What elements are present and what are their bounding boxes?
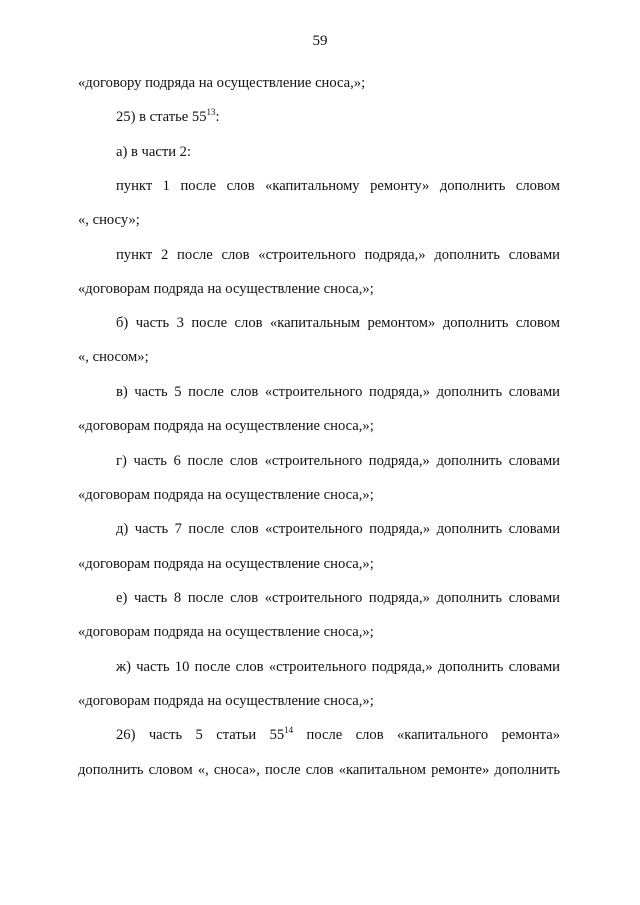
- text-line: пункт 1 после слов «капитальному ремонту» дополнить словом: [116, 178, 560, 194]
- text-line: г) часть 6 после слов «строительного подряда,» дополнить словами: [116, 453, 560, 469]
- subitem-a-heading: а) в части 2:: [116, 144, 192, 160]
- text-line: «, сносу»;: [78, 212, 140, 228]
- text-line: «договорам подряда на осуществление сноса,»;: [78, 487, 374, 503]
- text-line: в) часть 5 после слов «строительного подряда,» дополнить словами: [116, 384, 560, 400]
- text-line: д) часть 7 после слов «строительного подряда,» дополнить словами: [116, 521, 560, 537]
- superscript: 14: [284, 725, 294, 735]
- text-line: «договорам подряда на осуществление сноса,»;: [78, 281, 374, 297]
- text-line: «договорам подряда на осуществление сноса,»;: [78, 693, 374, 709]
- text-line: б) часть 3 после слов «капитальным ремонтом» дополнить словом: [116, 315, 560, 331]
- superscript: 13: [206, 107, 216, 117]
- item-26-heading: 26) часть 5 статьи $55^{14}$ после слов «капитального ремонта»: [116, 725, 560, 743]
- text-line: пункт 2 после слов «строительного подряда,» дополнить словами: [116, 247, 560, 263]
- text-line: «договорам подряда на осуществление сноса,»;: [78, 556, 374, 572]
- page-number: 59: [312, 33, 328, 49]
- text-line: «, сносом»;: [78, 349, 149, 365]
- text-line: ж) часть 10 после слов «строительного подряда,» дополнить словами: [116, 659, 560, 675]
- text-line: е) часть 8 после слов «строительного подряда,» дополнить словами: [116, 590, 560, 606]
- text-line: дополнить словом «, сноса», после слов «капитальном ремонте» дополнить: [78, 762, 560, 778]
- item-25-heading: 25) в статье $55^{13}$:: [116, 107, 220, 125]
- text-line: «договору подряда на осуществление сноса,»;: [78, 75, 366, 91]
- text-line: «договорам подряда на осуществление сноса,»;: [78, 418, 374, 434]
- text-line: «договорам подряда на осуществление сноса,»;: [78, 624, 374, 640]
